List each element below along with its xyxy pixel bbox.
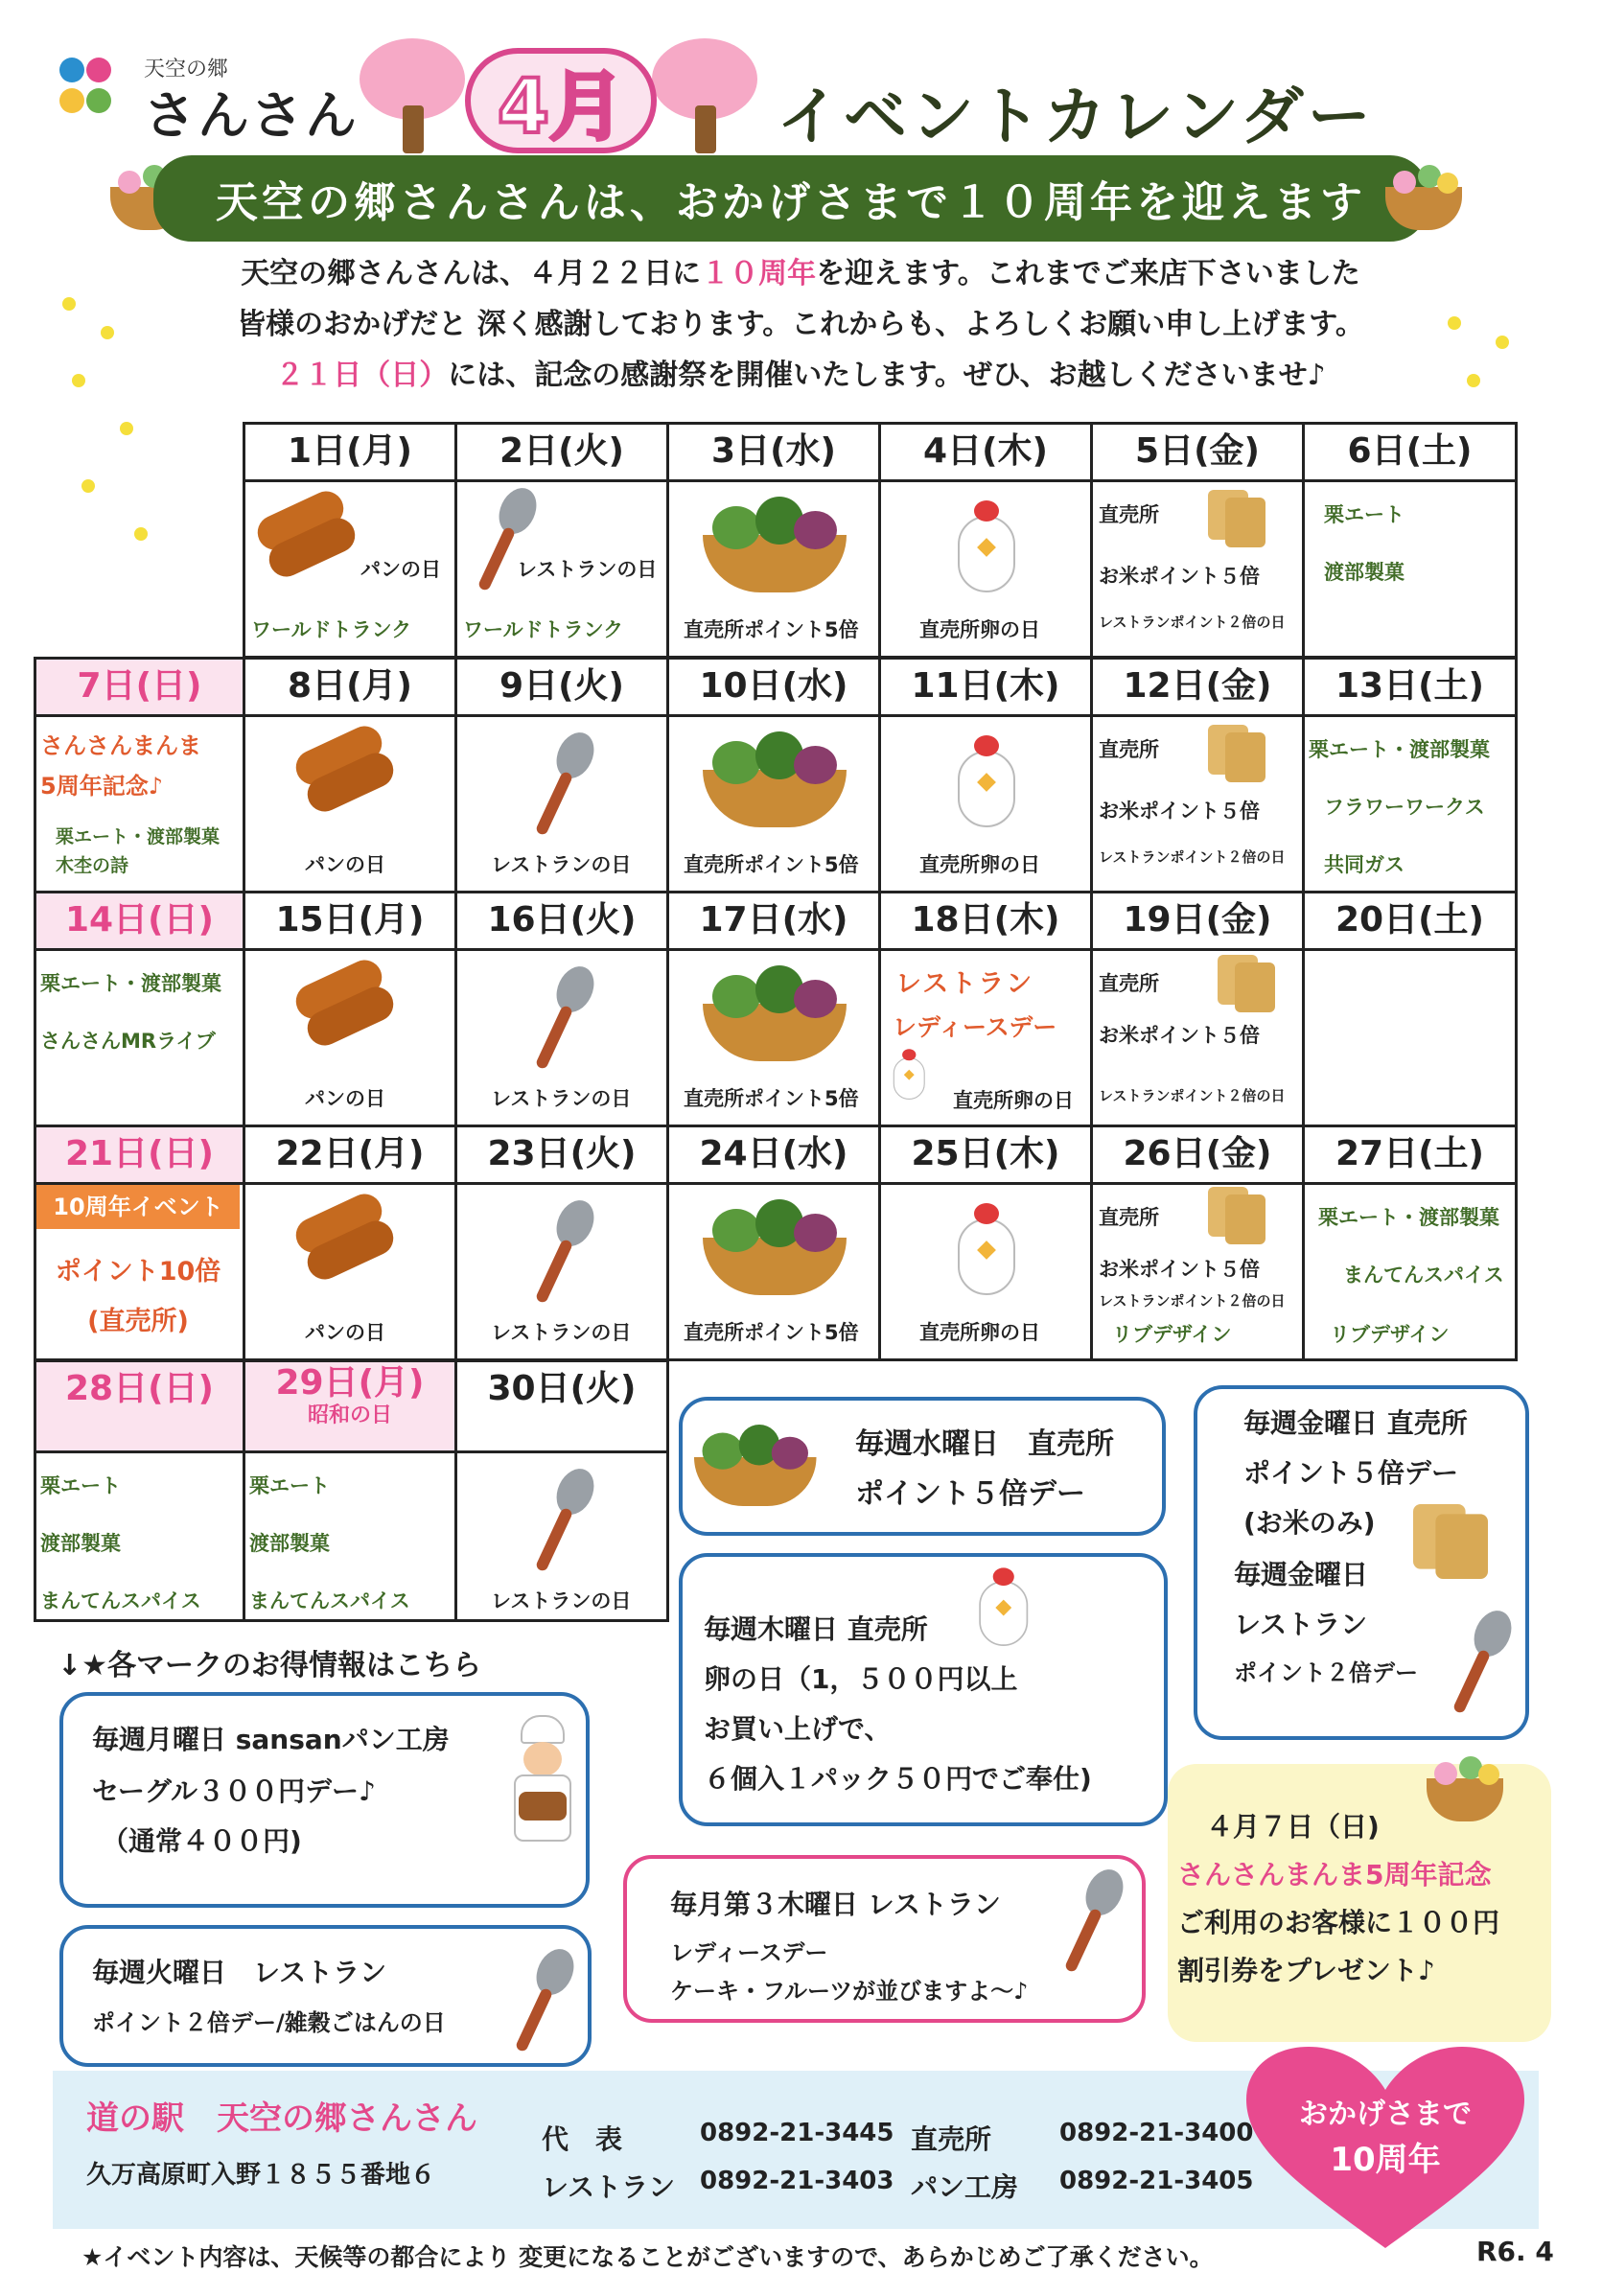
day-cell: 直売所卵の日 <box>880 481 1092 658</box>
chicken-icon <box>953 731 1020 827</box>
chicken-icon <box>953 497 1020 592</box>
calendar-week-1 <box>243 422 1518 659</box>
day-header: 6日(土) <box>1304 424 1517 481</box>
rapeseed-flower-icon <box>1438 307 1553 403</box>
day-header: 17日(水) <box>668 893 880 950</box>
phone-market: 0892-21-3400 <box>1059 2119 1254 2147</box>
rice-bag-icon <box>1208 725 1265 782</box>
day-header: 24日(水) <box>668 1126 880 1184</box>
day-cell: レストランの日 <box>456 950 668 1126</box>
intro-line-3: ２１日（日）には、記念の感謝祭を開催いたします。ぜひ、お越しくださいませ♪ <box>275 359 1326 392</box>
page-title: イベントカレンダー <box>777 80 1375 153</box>
heart-badge: おかげさまで 10周年 <box>1242 2042 1529 2253</box>
day-cell: さんさんまんま 5周年記念♪ 栗エート・渡部製菓 木杢の詩 <box>35 716 244 893</box>
rapeseed-flower-icon <box>43 288 168 594</box>
phone-main: 0892-21-3445 <box>700 2119 894 2147</box>
day-cell: パンの日 <box>244 950 456 1126</box>
vegetable-basket-icon <box>703 731 847 827</box>
day-cell: レストランの日 <box>456 1184 668 1360</box>
day-cell: パンの日 <box>244 716 456 893</box>
day-cell: レストランの日 <box>456 716 668 893</box>
logo-mark <box>59 58 136 125</box>
day-header: 3日(水) <box>668 424 880 481</box>
flower-basket-icon <box>1385 163 1462 230</box>
day-cell <box>1304 950 1517 1126</box>
day-cell: 直売所 お米ポイント５倍 レストランポイント２倍の日 <box>1092 716 1304 893</box>
day-cell: 10周年イベント ポイント10倍 (直売所) <box>35 1184 244 1360</box>
day-cell: レストラン レディースデー 直売所卵の日 <box>880 950 1092 1126</box>
day-cell: パンの日 ワールドトランク <box>244 481 456 658</box>
day-header-sunday: 14日(日) <box>35 893 244 950</box>
anniversary-banner: 天空の郷さんさんは、おかげさまで１０周年を迎えます <box>153 155 1428 242</box>
day-cell: 直売所卵の日 <box>880 716 1092 893</box>
spoon-icon <box>534 965 592 1071</box>
legend-friday: 毎週金曜日 直売所 ポイント５倍デー (お米のみ) 毎週金曜日 レストラン ポイント２倍デー <box>1194 1385 1529 1740</box>
day-header: 18日(木) <box>880 893 1092 950</box>
spoon-icon <box>534 1199 592 1305</box>
cherry-tree-icon <box>360 38 465 153</box>
day-header: 11日(木) <box>880 659 1092 716</box>
legend-tuesday: 毎週火曜日 レストラン ポイント２倍デー/雑穀ごはんの日 <box>59 1925 592 2067</box>
day-header: 10日(水) <box>668 659 880 716</box>
day-cell: 直売所ポイント5倍 <box>668 716 880 893</box>
store-address: 久万高原町入野１８５５番地６ <box>86 2161 436 2190</box>
vegetable-basket-icon <box>703 497 847 592</box>
day-header: 22日(月) <box>244 1126 456 1184</box>
version-label: R6. 4 <box>1476 2236 1554 2267</box>
day-cell: 直売所ポイント5倍 <box>668 1184 880 1360</box>
day-header: 27日(土) <box>1304 1126 1517 1184</box>
flower-basket-icon <box>1427 1754 1503 1821</box>
intro-line-2: 皆様のおかげだと 深く感謝しております。これからも、よろしくお願い申し上げます。 <box>237 308 1364 341</box>
legend-heading: ↓★各マークのお得情報はこちら <box>58 1649 482 1682</box>
bread-icon <box>293 729 399 805</box>
day-header: 15日(月) <box>244 893 456 950</box>
chicken-icon <box>953 1199 1020 1295</box>
legend-thursday: 毎週木曜日 直売所 卵の日（1，５００円以上 お買い上げで、 ６個入１パック５０円でご奉仕) <box>679 1553 1168 1826</box>
phone-restaurant: 0892-21-3403 <box>700 2167 894 2195</box>
day-header: 23日(火) <box>456 1126 668 1184</box>
day-header: 26日(金) <box>1092 1126 1304 1184</box>
day-cell: 直売所 お米ポイント５倍 レストランポイント２倍の日 リブデザイン <box>1092 1184 1304 1360</box>
rice-bag-icon <box>1208 490 1265 547</box>
day-header: 16日(火) <box>456 893 668 950</box>
day-cell: 栗エート 渡部製菓 まんてんスパイス <box>244 1452 456 1621</box>
chicken-icon <box>975 1565 1033 1646</box>
day-header: 19日(金) <box>1092 893 1304 950</box>
day-cell: 直売所ポイント5倍 <box>668 950 880 1126</box>
spoon-icon <box>1451 1610 1509 1715</box>
day-header-sunday: 21日(日) <box>35 1126 244 1184</box>
bread-icon <box>255 494 360 570</box>
store-name: 道の駅 天空の郷さんさん <box>86 2099 477 2138</box>
rice-bag-icon <box>1218 955 1275 1012</box>
day-header: 20日(土) <box>1304 893 1517 950</box>
day-header: 1日(月) <box>244 424 456 481</box>
vegetable-basket-icon <box>703 965 847 1061</box>
calendar-week-5 <box>34 1359 669 1622</box>
day-cell: 栗エート・渡部製菓 さんさんMRライブ <box>35 950 244 1126</box>
day-cell: レストランの日 ワールドトランク <box>456 481 668 658</box>
day-cell: 直売所 お米ポイント５倍 レストランポイント２倍の日 <box>1092 950 1304 1126</box>
anniversary-announcement: ４月７日（日) さんさんまんま5周年記念 ご利用のお客様に１００円 割引券をプレゼント♪ <box>1168 1764 1551 2042</box>
day-header: 2日(火) <box>456 424 668 481</box>
legend-third-thursday: 毎月第３木曜日 レストラン レディースデー ケーキ・フルーツが並びますよ～♪ <box>623 1855 1146 2023</box>
intro-line-1: 天空の郷さんさんは、４月２２日に１０周年を迎えます。これまでご来店下さいました <box>241 257 1360 290</box>
logo-name: さんさん <box>144 85 359 146</box>
vegetable-basket-icon <box>694 1425 817 1506</box>
day-header-holiday: 29日(月) 昭和の日 <box>244 1361 456 1452</box>
legend-wednesday: 毎週水曜日 直売所 ポイント５倍デー <box>679 1397 1166 1536</box>
spoon-icon <box>534 1468 592 1573</box>
day-header: 4日(木) <box>880 424 1092 481</box>
day-cell: 栗エート・渡部製菓 フラワーワークス 共同ガス <box>1304 716 1517 893</box>
baker-icon <box>509 1715 576 1859</box>
day-header: 30日(火) <box>456 1361 668 1452</box>
logo-subtitle: 天空の郷 <box>144 58 229 81</box>
day-cell: 栗エート 渡部製菓 まんてんスパイス <box>35 1452 244 1621</box>
bread-icon <box>293 962 399 1039</box>
day-cell: 直売所 お米ポイント５倍 レストランポイント２倍の日 <box>1092 481 1304 658</box>
day-header: 12日(金) <box>1092 659 1304 716</box>
day-cell: 直売所ポイント5倍 <box>668 481 880 658</box>
day-cell: レストランの日 <box>456 1452 668 1621</box>
spoon-icon <box>1063 1868 1121 1974</box>
day-header-sunday: 7日(日) <box>35 659 244 716</box>
day-cell: パンの日 <box>244 1184 456 1360</box>
day-cell: 栗エート 渡部製菓 <box>1304 481 1517 658</box>
calendar-weeks-2-4 <box>34 657 1518 1361</box>
day-header: 9日(火) <box>456 659 668 716</box>
day-header: 13日(土) <box>1304 659 1517 716</box>
day-header: 25日(木) <box>880 1126 1092 1184</box>
spoon-icon <box>514 1948 571 2053</box>
phone-bakery: 0892-21-3405 <box>1059 2167 1254 2195</box>
bread-icon <box>293 1196 399 1273</box>
chicken-icon <box>891 1047 928 1100</box>
day-cell: 栗エート・渡部製菓 まんてんスパイス リブデザイン <box>1304 1184 1517 1360</box>
footer-contact: 道の駅 天空の郷さんさん 久万高原町入野１８５５番地６ 代 表 0892-21-3445 直売所 0892-21-3400 レストラン 0892-21-3403 パン工房 0892-21-3405 <box>53 2071 1539 2229</box>
day-header-sunday: 28日(日) <box>35 1361 244 1452</box>
spoon-icon <box>534 731 592 837</box>
month-badge: 4月 <box>465 48 657 153</box>
rice-bag-icon <box>1413 1504 1488 1579</box>
day-header: 5日(金) <box>1092 424 1304 481</box>
legend-monday: 毎週月曜日 sansanパン工房 セーグル３００円デー♪ （通常４００円) <box>59 1692 590 1908</box>
rice-bag-icon <box>1208 1187 1265 1244</box>
disclaimer-note: ★イベント内容は、天候等の都合により 変更になることがございますので、あらかじめご了承ください。 <box>81 2243 1214 2271</box>
day-header: 8日(月) <box>244 659 456 716</box>
cherry-tree-icon <box>652 38 757 153</box>
day-cell: 直売所卵の日 <box>880 1184 1092 1360</box>
vegetable-basket-icon <box>703 1199 847 1295</box>
